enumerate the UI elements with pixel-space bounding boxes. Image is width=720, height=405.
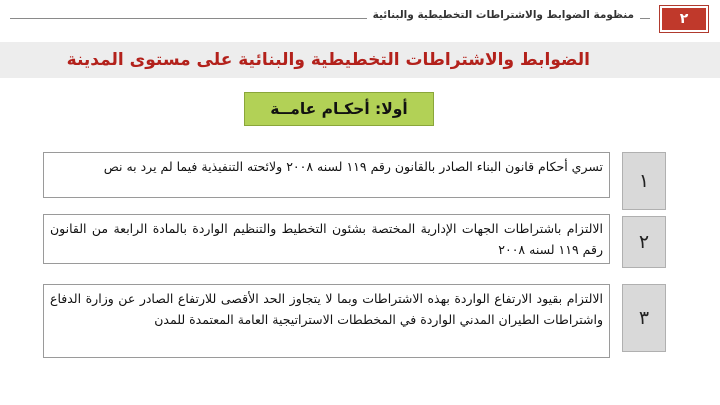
rule-text-2: الالتزام باشتراطات الجهات الإدارية المختصة بشئون التخطيط والتنظيم الواردة بالمادة الرابعة من القانون رقم ١١٩ لسنه ٢٠٠٨ xyxy=(50,221,603,257)
rule-text-1: تسري أحكام قانون البناء الصادر بالقانون رقم ١١٩ لسنه ٢٠٠٨ ولائحته التنفيذية فيما لم يرد به نص xyxy=(103,159,603,174)
page-title: الضوابط والاشتراطات التخطيطية والبنائية على مستوى المدينة xyxy=(66,50,590,70)
title-band xyxy=(0,42,720,78)
rule-box-3 xyxy=(43,284,610,358)
rule-number-3: ٣ xyxy=(622,284,666,352)
section-heading-box xyxy=(244,92,434,126)
slide-header xyxy=(0,6,720,32)
rule-box-1 xyxy=(43,152,610,198)
rule-text-3: الالتزام بقيود الارتفاع الواردة بهذه الاشتراطات وبما لا يتجاوز الحد الأقصى للارتفاع الصادر عن وزارة الدفاع واشتراطات الطيران المدني الواردة في المخططات الاستراتيجية العامة المعتمدة للمدن xyxy=(50,291,603,327)
page-number-badge: ٢ xyxy=(660,6,708,32)
rule-number-2: ٢ xyxy=(622,216,666,268)
system-title: منظومة الضوابط والاشتراطات التخطيطية والبنائية xyxy=(367,9,640,21)
rule-box-2 xyxy=(43,214,610,264)
rule-number-1: ١ xyxy=(622,152,666,210)
section-heading: أولا: أحكـام عامــة xyxy=(270,100,408,118)
